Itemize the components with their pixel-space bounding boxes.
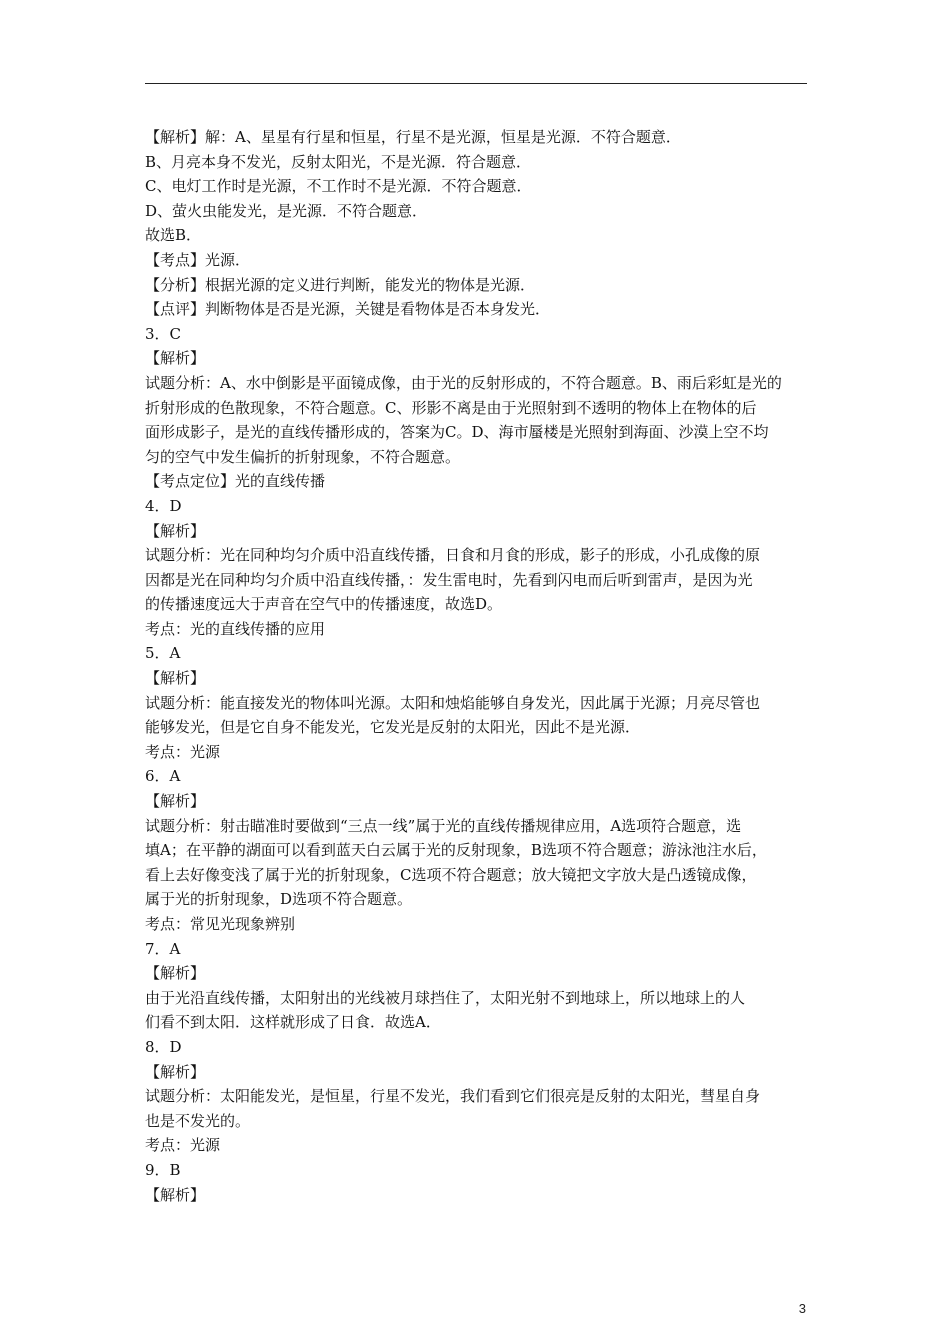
text-line: 的传播速度远大于声音在空气中的传播速度，故选D。 (145, 595, 503, 614)
page-number: 3 (798, 1301, 806, 1316)
text-line: 8．D (145, 1037, 182, 1056)
text-line: 试题分析：A、水中倒影是平面镜成像，由于光的反射形成的，不符合题意。B、雨后彩虹是光的 (145, 373, 782, 392)
text-line: 6．A (145, 767, 181, 786)
text-line: 由于光沿直线传播，太阳射出的光线被月球挡住了，太阳光射不到地球上，所以地球上的人 (145, 988, 746, 1007)
text-line: 考点：光源 (145, 1136, 221, 1155)
text-line: 因都是光在同种均匀介质中沿直线传播，：发生雷电时，先看到闪电而后听到雷声，是因为光 (145, 570, 753, 589)
text-line: 【解析】 (145, 669, 206, 688)
text-line: 折射形成的色散现象，不符合题意。C、形影不离是由于光照射到不透明的物体上在物体的后 (145, 398, 757, 417)
text-line: 能够发光，但是它自身不能发光，它发光是反射的太阳光，因此不是光源． (145, 718, 641, 737)
text-line: B、月亮本身不发光，反射太阳光，不是光源．符合题意． (145, 152, 532, 171)
text-line: 【解析】 (145, 349, 206, 368)
text-line: 【点评】判断物体是否是光源，关键是看物体是否本身发光． (145, 300, 551, 319)
text-line: 【解析】 (145, 792, 206, 811)
text-line: 属于光的折射现象，D选项不符合题意。 (145, 890, 413, 909)
text-line: 【解析】 (145, 521, 206, 540)
text-line: 试题分析：太阳能发光，是恒星，行星不发光，我们看到它们很亮是反射的太阳光，彗星自身 (145, 1087, 761, 1106)
text-line: 面形成影子，是光的直线传播形成的，答案为C。D、海市蜃楼是光照射到海面、沙漠上空不均 (145, 423, 769, 442)
text-line: 考点：常见光现象辨别 (145, 915, 296, 933)
text-line: 9．B (145, 1160, 181, 1179)
text-line: 7．A (145, 939, 181, 958)
text-line: 【分析】根据光源的定义进行判断，能发光的物体是光源． (145, 275, 536, 294)
text-line: 【解析】 (145, 1185, 206, 1204)
text-line: 填A；在平静的湖面可以看到蓝天白云属于光的反射现象，B选项不符合题意；游泳池注水后， (145, 841, 767, 860)
text-line: 3．C (145, 324, 182, 343)
text-line: 考点：光的直线传播的应用 (145, 619, 326, 638)
text-line: 也是不发光的。 (145, 1111, 251, 1130)
document-body (145, 125, 810, 1207)
text-line: 看上去好像变浅了属于光的折射现象，C选项不符合题意；放大镜把文字放大是凸透镜成像， (145, 865, 757, 884)
text-line: C、电灯工作时是光源，不工作时不是光源．不符合题意． (145, 177, 532, 196)
header-rule (145, 83, 807, 84)
text-line: 们看不到太阳．这样就形成了日食．故选A． (145, 1013, 441, 1032)
text-line: 匀的空气中发生偏折的折射现象，不符合题意。 (145, 447, 461, 466)
text-line: D、萤火虫能发光，是光源．不符合题意． (145, 201, 428, 220)
text-line: 5．A (145, 644, 181, 663)
text-line: 故选B． (145, 226, 202, 245)
text-line: 【解析】 (145, 1062, 206, 1081)
text-line: 试题分析：射击瞄准时要做到“三点一线”属于光的直线传播规律应用，A选项符合题意，选 (145, 816, 742, 835)
text-line: 【考点】光源． (145, 250, 251, 269)
text-line: 【解析】 (145, 964, 206, 983)
text-line: 【考点定位】光的直线传播 (145, 472, 326, 491)
text-line: 考点：光源 (145, 742, 221, 761)
text-line: 4．D (145, 496, 182, 515)
text-line: 试题分析：能直接发光的物体叫光源。太阳和烛焰能够自身发光，因此属于光源；月亮尽管也 (145, 693, 761, 712)
text-line: 【解析】解：A、星星有行星和恒星，行星不是光源，恒星是光源．不符合题意． (145, 128, 681, 146)
text-line: 试题分析：光在同种均匀介质中沿直线传播，日食和月食的形成，影子的形成，小孔成像的原 (145, 546, 761, 565)
